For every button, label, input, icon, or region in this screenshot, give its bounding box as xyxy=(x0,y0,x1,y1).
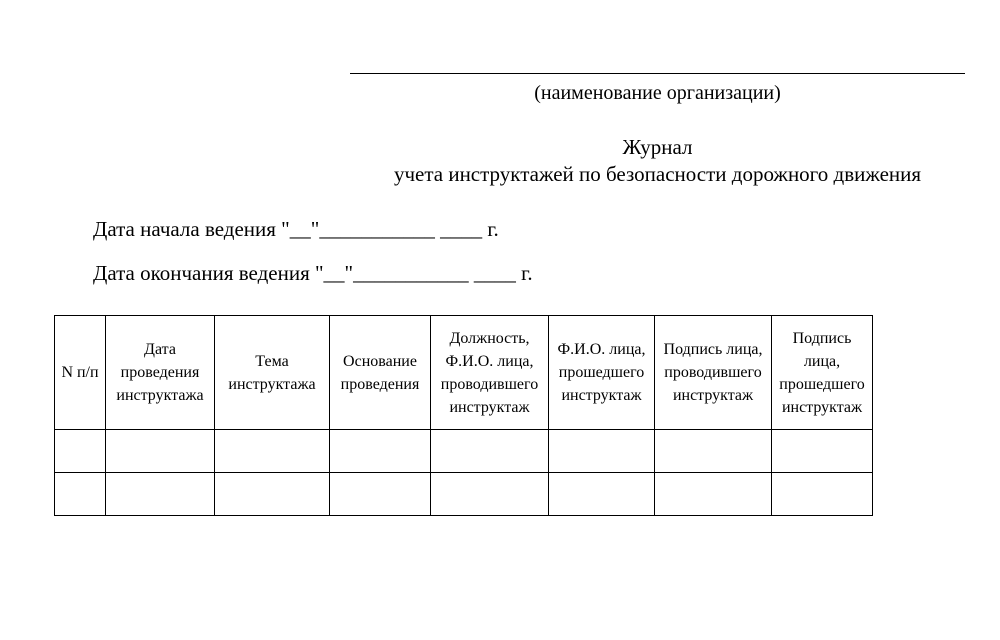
table-cell xyxy=(549,430,655,473)
column-header-trainee-signature: Подпись лица, прошедшего инструктаж xyxy=(772,316,873,430)
end-date-line: Дата окончания ведения "__"___________ ____ г. xyxy=(93,261,533,285)
column-header-basis: Основание проведения xyxy=(330,316,431,430)
journal-subtitle: учета инструктажей по безопасности дорожного движения xyxy=(393,162,922,186)
table-cell xyxy=(549,473,655,516)
table-header-row xyxy=(55,316,873,430)
table-cell xyxy=(772,430,873,473)
table-cell xyxy=(215,473,330,516)
table-cell xyxy=(655,473,772,516)
table-cell xyxy=(330,430,431,473)
briefing-log-table xyxy=(54,315,873,516)
table-cell xyxy=(431,430,549,473)
table-cell xyxy=(655,430,772,473)
column-header-topic: Тема инструктажа xyxy=(215,316,330,430)
table-cell xyxy=(55,473,106,516)
column-header-trainee: Ф.И.О. лица, прошедшего инструктаж xyxy=(549,316,655,430)
column-header-instructor-signature: Подпись лица, проводившего инструктаж xyxy=(655,316,772,430)
column-header-number: N п/п xyxy=(55,316,106,430)
organization-caption: (наименование организации) xyxy=(534,82,781,104)
organization-name-line xyxy=(350,73,965,74)
table-row xyxy=(55,430,873,473)
table-cell xyxy=(772,473,873,516)
column-header-instructor: Должность, Ф.И.О. лица, проводившего инструктаж xyxy=(431,316,549,430)
table-cell xyxy=(55,430,106,473)
table-row xyxy=(55,473,873,516)
table-cell xyxy=(215,430,330,473)
table-cell xyxy=(330,473,431,516)
table-cell xyxy=(431,473,549,516)
table-cell xyxy=(106,430,215,473)
column-header-date: Дата проведения инструктажа xyxy=(106,316,215,430)
journal-title: Журнал xyxy=(622,135,693,159)
start-date-line: Дата начала ведения "__"___________ ____ г. xyxy=(93,217,499,241)
table-cell xyxy=(106,473,215,516)
